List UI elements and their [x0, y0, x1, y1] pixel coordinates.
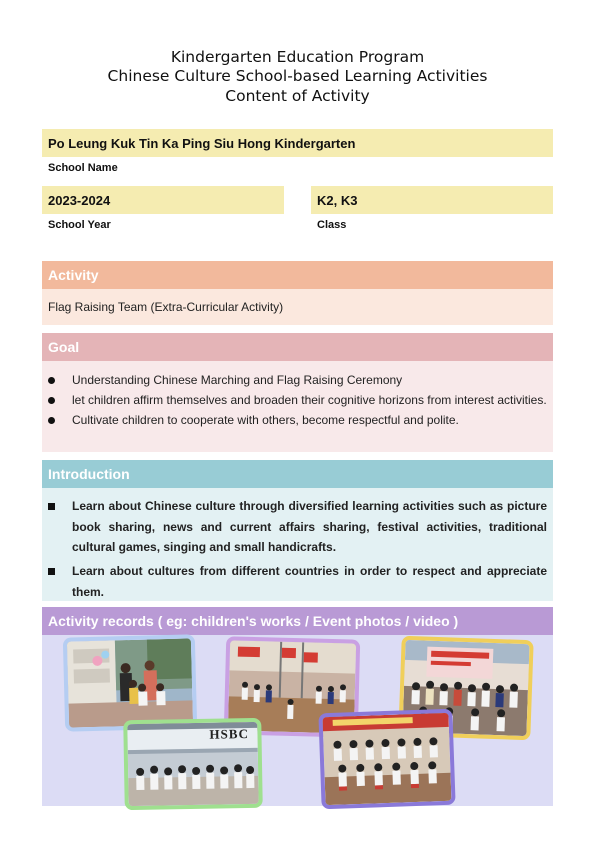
event-photo-bank-visit [123, 718, 263, 810]
activity-heading-label: Activity [48, 267, 99, 283]
records-heading [42, 607, 553, 635]
goal-body [42, 361, 553, 452]
introduction-item [48, 561, 547, 602]
goal-heading [42, 333, 553, 361]
class-label: Class [317, 219, 347, 231]
goal-heading-label: Goal [48, 339, 80, 355]
goal-item-text: let children affirm themselves and broaden their cognitive horizons from interest activities. [72, 393, 547, 407]
class-field [311, 186, 553, 214]
class-value: K2, K3 [317, 192, 358, 208]
introduction-item-text: Learn about cultures from different countries in order to respect and appreciate them. [72, 564, 547, 599]
school-name-label: School Name [48, 162, 118, 174]
introduction-heading [42, 460, 553, 488]
records-heading-label: Activity records ( eg: children's works / Event photos / video ) [48, 613, 459, 629]
school-year-field [42, 186, 284, 214]
activity-text: Flag Raising Team (Extra-Curricular Activity) [48, 300, 284, 314]
introduction-body [42, 488, 553, 601]
bank-sign-text: HSBC [209, 726, 250, 742]
introduction-heading-label: Introduction [48, 466, 130, 482]
goal-item-text: Understanding Chinese Marching and Flag Raising Ceremony [72, 373, 403, 387]
doc-title-line-1: Kindergarten Education Program [170, 48, 425, 66]
goal-item [48, 393, 547, 407]
event-photo-uniform-children [318, 709, 455, 810]
school-year-value: 2023-2024 [48, 192, 111, 208]
goal-item [48, 373, 547, 387]
school-year-label: School Year [48, 219, 111, 231]
school-name-value: Po Leung Kuk Tin Ka Ping Siu Hong Kindergarten [48, 135, 356, 151]
introduction-item [48, 496, 547, 558]
goal-item-text: Cultivate children to cooperate with others, become respectful and polite. [72, 413, 459, 427]
doc-title-line-2: Chinese Culture School-based Learning Activities [107, 67, 488, 85]
goal-item [48, 413, 547, 427]
activity-heading [42, 261, 553, 289]
bullet-dot-icon [48, 397, 55, 404]
event-photo-street-group [63, 634, 197, 731]
bullet-square-icon [48, 568, 55, 575]
introduction-item-text: Learn about Chinese culture through diversified learning activities such as picture book sharing, news and current affairs sharing, festival activities, traditional cultural games, singing and small handicrafts. [72, 499, 547, 554]
bullet-dot-icon [48, 377, 55, 384]
bullet-square-icon [48, 503, 55, 510]
bullet-dot-icon [48, 417, 55, 424]
activity-body [42, 289, 553, 325]
doc-title-line-3: Content of Activity [225, 87, 370, 105]
school-name-field [42, 129, 553, 157]
